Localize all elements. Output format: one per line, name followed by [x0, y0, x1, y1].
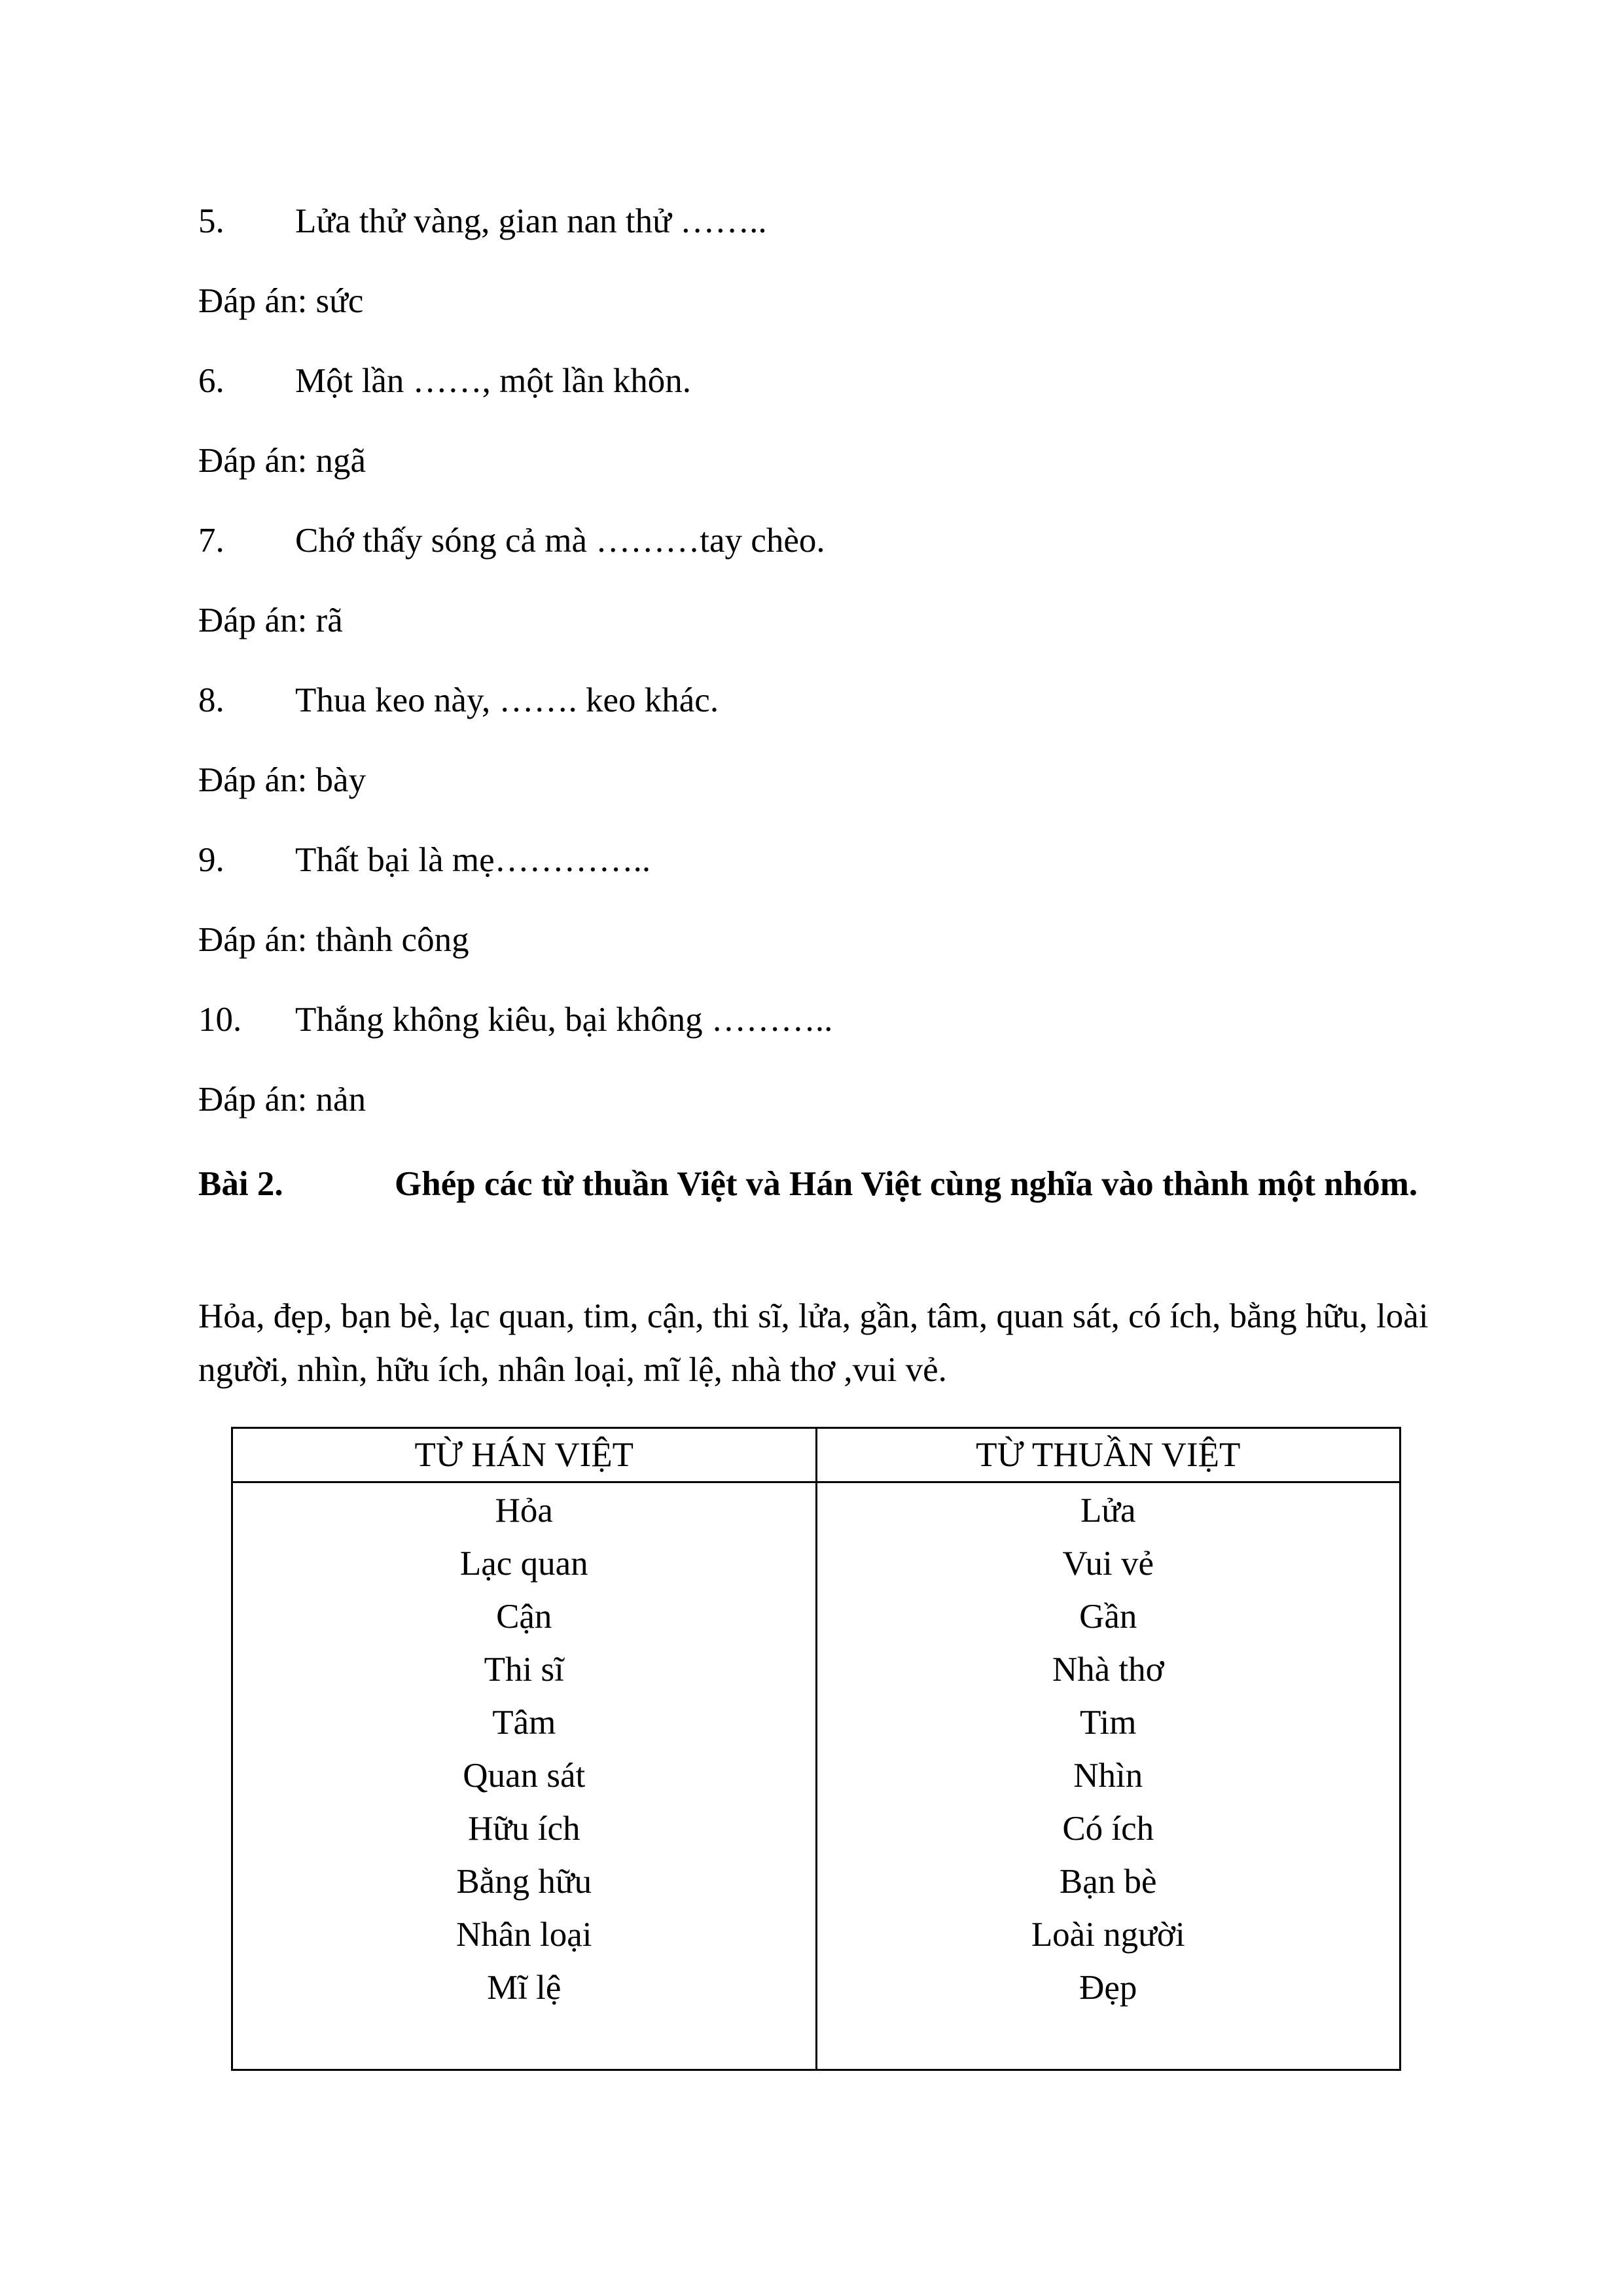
table-cell: Cận — [496, 1598, 552, 1636]
table-cell: Quan sát — [463, 1757, 586, 1795]
table-cell: Nhà thơ — [1052, 1651, 1164, 1689]
header-han-viet: TỪ HÁN VIỆT — [232, 1428, 817, 1482]
question-text: Một lần ……, một lần khôn. — [295, 362, 692, 400]
question-number: 5. — [198, 202, 224, 240]
header-thuan-viet: TỪ THUẦN VIỆT — [816, 1428, 1400, 1482]
question-text: Chớ thấy sóng cả mà ………tay chèo. — [295, 522, 825, 560]
table-cell: Lửa — [1080, 1492, 1136, 1530]
question-text: Lửa thử vàng, gian nan thử …….. — [295, 202, 767, 240]
question-8 — [198, 679, 719, 721]
table-cell: Hỏa — [495, 1492, 553, 1530]
table-cell: Thi sĩ — [484, 1651, 564, 1689]
question-6 — [198, 360, 691, 402]
question-number: 9. — [198, 841, 224, 879]
table-cell: Tâm — [492, 1704, 556, 1742]
table-cell: Lạc quan — [459, 1545, 588, 1583]
question-text: Thua keo này, ……. keo khác. — [295, 681, 719, 719]
exercise-2-label: Bài 2. — [198, 1165, 283, 1203]
question-number: 7. — [198, 522, 224, 560]
question-7 — [198, 520, 825, 562]
answer-9: Đáp án: thành công — [198, 921, 469, 959]
table-cell: Đẹp — [1079, 1969, 1137, 2007]
question-10 — [198, 999, 832, 1041]
table-header-row — [232, 1428, 1400, 1482]
question-text: Thất bại là mẹ………….. — [295, 841, 651, 879]
thuan-viet-column — [816, 1482, 1400, 2070]
question-number: 8. — [198, 681, 224, 719]
table-cell: Bằng hữu — [456, 1863, 592, 1901]
table-cell: Tim — [1080, 1704, 1137, 1742]
table-cell: Nhìn — [1073, 1757, 1143, 1795]
table-cell: Gần — [1079, 1598, 1137, 1636]
word-list-paragraph: Hỏa, đẹp, bạn bè, lạc quan, tim, cận, thi sĩ, lửa, gần, tâm, quan sát, có ích, bằng hữu, loài người, nhìn, hữu ích, nhân loại, mĩ lệ, nhà thơ ,vui vẻ. — [198, 1297, 1429, 1389]
table-cell: Hữu ích — [468, 1810, 580, 1848]
han-viet-column — [232, 1482, 817, 2070]
question-text: Thắng không kiêu, bại không ……….. — [295, 1001, 833, 1039]
table-cell: Có ích — [1062, 1810, 1154, 1848]
question-9 — [198, 839, 651, 881]
table-cell: Mĩ lệ — [487, 1969, 562, 2007]
question-5 — [198, 200, 767, 242]
exercise-2-heading — [198, 1157, 1429, 1211]
answer-7: Đáp án: rã — [198, 601, 343, 639]
table-body-row — [232, 1482, 1400, 2070]
answer-8: Đáp án: bày — [198, 761, 366, 799]
answer-6: Đáp án: ngã — [198, 442, 366, 480]
word-match-table — [231, 1427, 1401, 2071]
answer-5: Đáp án: sức — [198, 282, 364, 320]
table-cell: Nhân loại — [455, 1916, 592, 1954]
question-number: 10. — [198, 1001, 242, 1039]
table-cell: Vui vẻ — [1062, 1545, 1154, 1583]
table-cell: Loài người — [1031, 1916, 1185, 1954]
table-cell: Bạn bè — [1059, 1863, 1157, 1901]
exercise-2-title: Ghép các từ thuần Việt và Hán Việt cùng nghĩa vào thành một nhóm. — [395, 1165, 1418, 1203]
question-number: 6. — [198, 362, 224, 400]
answer-10: Đáp án: nản — [198, 1081, 366, 1119]
